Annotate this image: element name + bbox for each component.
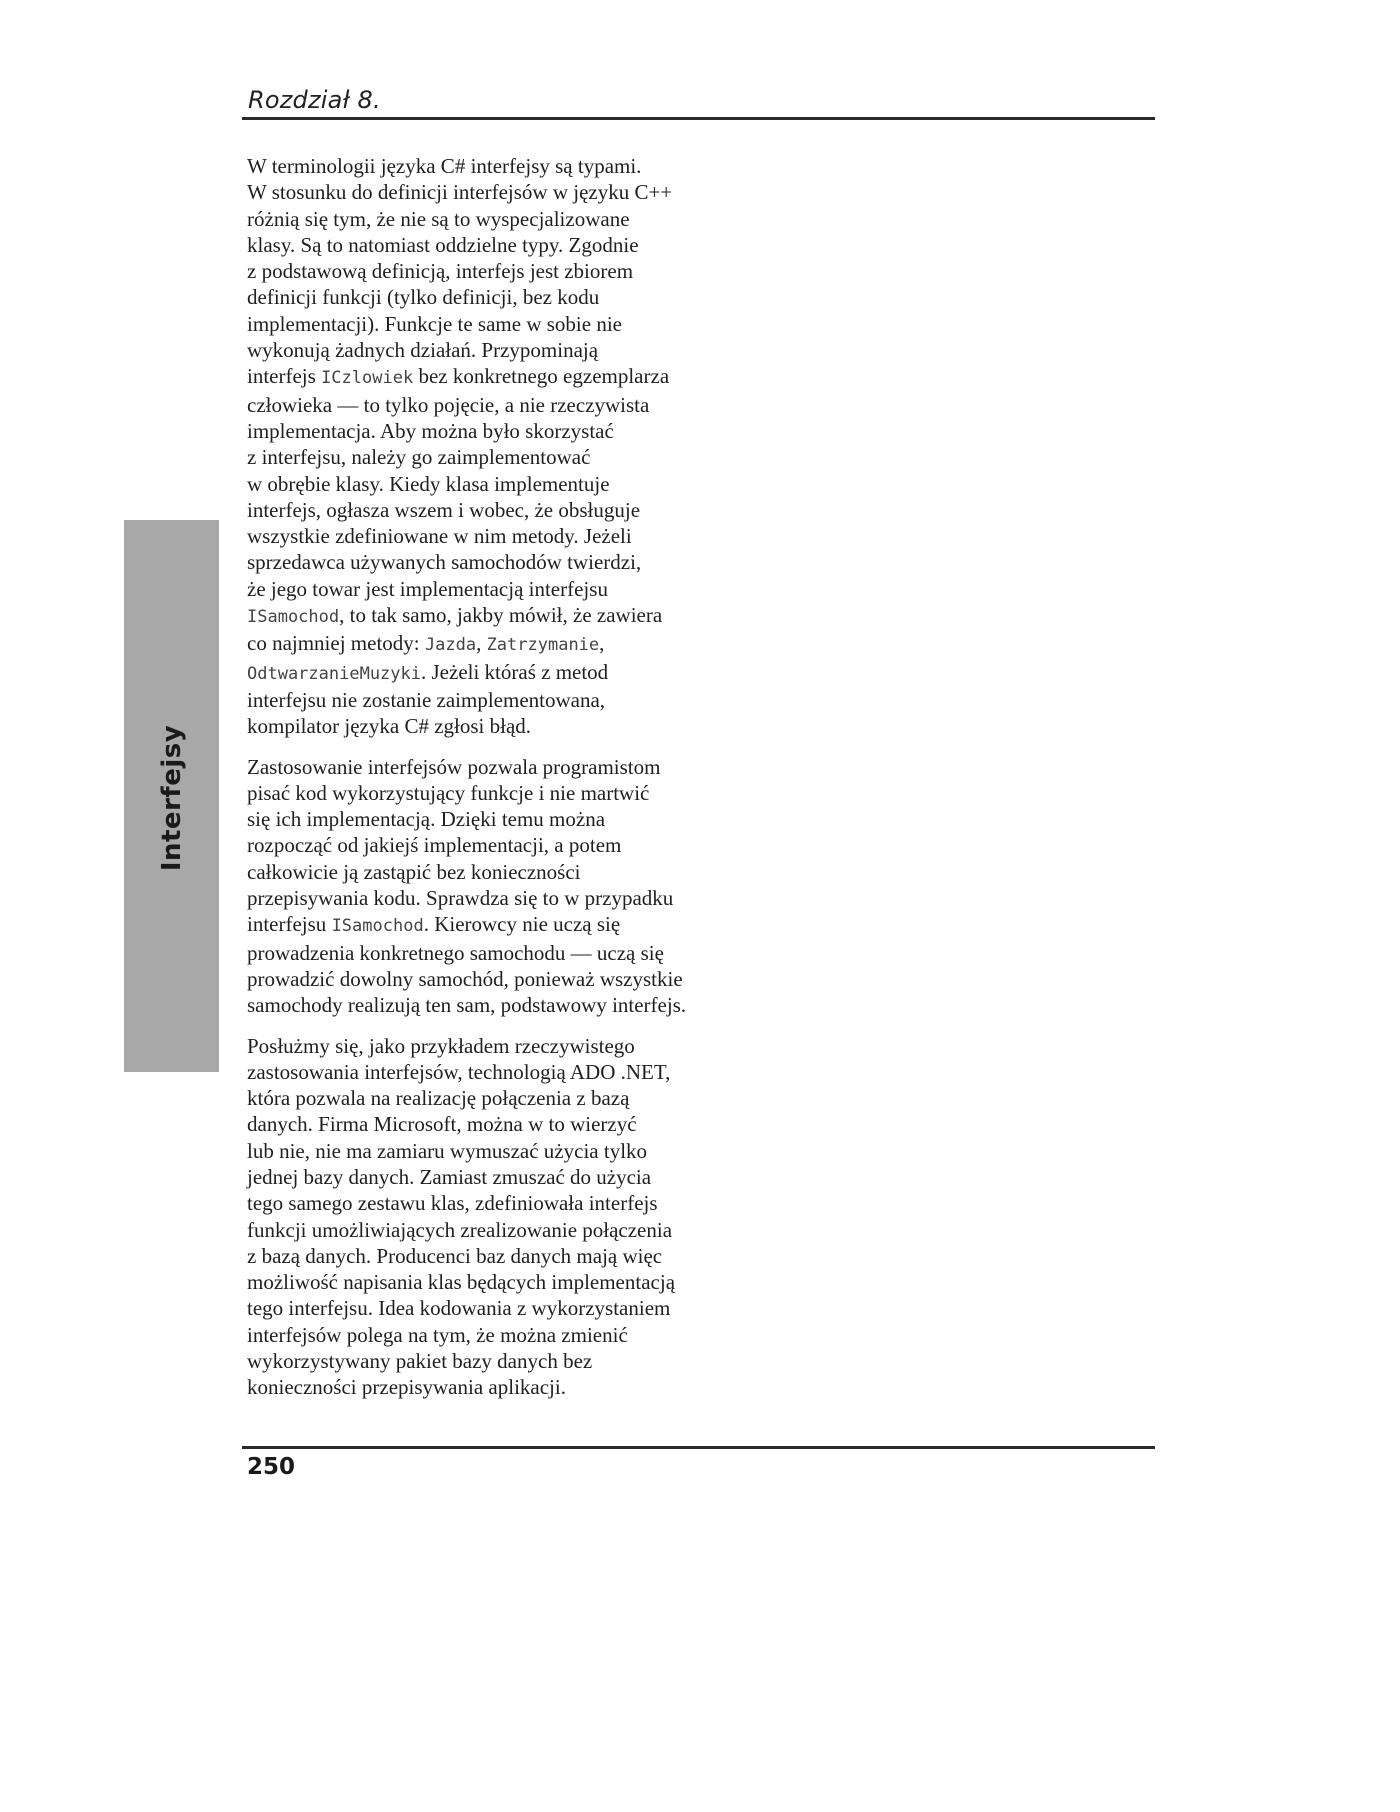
text-line [247,1243,717,1269]
page-number: 250 [247,1454,296,1480]
text-line [247,687,717,713]
text-line [247,713,717,739]
side-tab [124,520,219,1072]
text-segment: interfejsów polega na tym, że można zmienić [247,1322,628,1347]
text-line [247,1269,717,1295]
text-segment: interfejs, ogłasza wszem i wobec, że obsługuje [247,497,641,522]
text-line [247,418,717,444]
paragraph [247,754,717,1019]
text-line [247,754,717,780]
text-line [247,1085,717,1111]
text-line [247,444,717,470]
text-segment: . Kierowcy nie uczą się [423,912,621,937]
text-line [247,179,717,205]
code-identifier: Jazda [424,635,477,656]
text-line [247,363,717,391]
text-segment: klasy. Są to natomiast oddzielne typy. Zgodnie [247,232,639,257]
text-segment: W stosunku do definicji interfejsów w języku C++ [247,180,673,205]
text-segment: , to tak samo, jakby mówił, że zawiera [339,603,663,628]
text-segment: kompilator języka C# zgłosi błąd. [247,714,532,739]
footer-rule [242,1446,1155,1449]
text-segment: która pozwala na realizację połączenia z bazą [247,1086,630,1111]
text-segment: co najmniej metody: [247,631,425,656]
text-segment: danych. Firma Microsoft, można w to wierzyć [247,1112,637,1137]
text-segment: prowadzenia konkretnego samochodu — uczą się [247,940,664,965]
text-line [247,1111,717,1137]
text-line [247,1348,717,1374]
text-line [247,780,717,806]
text-line [247,284,717,310]
text-line [247,523,717,549]
text-segment: funkcji umożliwiających zrealizowanie połączenia [247,1217,673,1242]
text-segment: z bazą danych. Producenci baz danych mają więc [247,1243,663,1268]
text-line [247,1217,717,1243]
text-line [247,659,717,687]
text-line [247,940,717,966]
text-segment: samochody realizują ten sam, podstawowy interfejs. [247,993,687,1018]
text-segment: zastosowania interfejsów, technologią ADO .NET, [247,1059,671,1084]
text-line [247,471,717,497]
text-segment: konieczności przepisywania aplikacji. [247,1375,566,1400]
text-segment: lub nie, nie ma zamiaru wymuszać użycia tylko [247,1138,648,1163]
text-line [247,153,717,179]
paragraph [247,1033,717,1401]
text-line [247,576,717,602]
text-segment: , [599,631,605,656]
text-line [247,1033,717,1059]
text-segment: wykorzystywany pakiet bazy danych bez [247,1349,593,1374]
text-segment: implementacji). Funkcje te same w sobie nie [247,311,622,336]
text-segment: przepisywania kodu. Sprawdza się to w przypadku [247,886,674,911]
text-line [247,911,717,939]
text-segment: sprzedawca używanych samochodów twierdzi, [247,550,642,575]
text-line [247,337,717,363]
text-line [247,1138,717,1164]
text-segment: prowadzić dowolny samochód, ponieważ wszystkie [247,966,683,991]
paragraph [247,153,717,740]
text-segment: całkowicie ją zastąpić bez konieczności [247,859,581,884]
side-tab-label: Interfejsy [156,724,187,872]
text-segment: wykonują żadnych działań. Przypominają [247,338,599,363]
text-line [247,806,717,832]
text-line [247,885,717,911]
text-line [247,1374,717,1400]
text-segment: jednej bazy danych. Zamiast zmuszać do użycia [247,1164,652,1189]
code-identifier: Zatrzymanie [486,635,600,656]
text-segment: definicji funkcji (tylko definicji, bez kodu [247,285,600,310]
text-line [247,1164,717,1190]
text-segment: . Jeżeli któraś z metod [421,659,609,684]
body-text [247,153,717,1415]
code-identifier: ICzlowiek [321,368,414,389]
text-segment: że jego towar jest implementacją interfejsu [247,576,608,601]
text-line [247,1295,717,1321]
chapter-header: Rozdział 8. [248,86,381,114]
code-identifier: OdtwarzanieMuzyki [247,663,421,684]
text-segment: człowieka — to tylko pojęcie, a nie rzeczywista [247,392,650,417]
text-line [247,630,717,658]
text-segment: interfejsu [247,912,332,937]
text-line [247,258,717,284]
text-segment: Zastosowanie interfejsów pozwala programistom [247,754,661,779]
text-segment: interfejs [247,364,322,389]
text-segment: , [476,631,487,656]
text-segment: możliwość napisania klas będących implementacją [247,1270,676,1295]
text-segment: Posłużmy się, jako przykładem rzeczywistego [247,1033,635,1058]
text-segment: W terminologii języka C# interfejsy są typami. [247,154,642,178]
code-identifier: ISamochod [247,607,340,628]
text-segment: rozpocząć od jakiejś implementacji, a potem [247,833,622,858]
text-segment: różnią się tym, że nie są to wyspecjalizowane [247,206,630,231]
text-segment: z podstawową definicją, interfejs jest zbiorem [247,259,634,284]
text-segment: pisać kod wykorzystujący funkcje i nie martwić [247,780,650,805]
text-segment: implementacja. Aby można było skorzystać [247,418,614,443]
text-line [247,859,717,885]
text-line [247,1190,717,1216]
text-segment: z interfejsu, należy go zaimplementować [247,445,591,470]
text-segment: tego interfejsu. Idea kodowania z wykorzystaniem [247,1296,671,1321]
header-rule [242,117,1155,120]
text-line [247,232,717,258]
text-line [247,206,717,232]
text-line [247,1322,717,1348]
text-segment: bez konkretnego egzemplarza [413,364,670,389]
code-identifier: ISamochod [331,916,424,937]
text-line [247,311,717,337]
text-segment: interfejsu nie zostanie zaimplementowana, [247,687,606,712]
text-line [247,1059,717,1085]
text-segment: tego samego zestawu klas, zdefiniowała interfejs [247,1191,658,1216]
text-line [247,966,717,992]
text-line [247,549,717,575]
text-line [247,992,717,1018]
text-line [247,832,717,858]
text-line [247,602,717,630]
text-line [247,497,717,523]
text-segment: się ich implementacją. Dzięki temu można [247,807,606,832]
text-segment: w obrębie klasy. Kiedy klasa implementuje [247,471,610,496]
text-segment: wszystkie zdefiniowane w nim metody. Jeżeli [247,524,632,549]
text-line [247,392,717,418]
